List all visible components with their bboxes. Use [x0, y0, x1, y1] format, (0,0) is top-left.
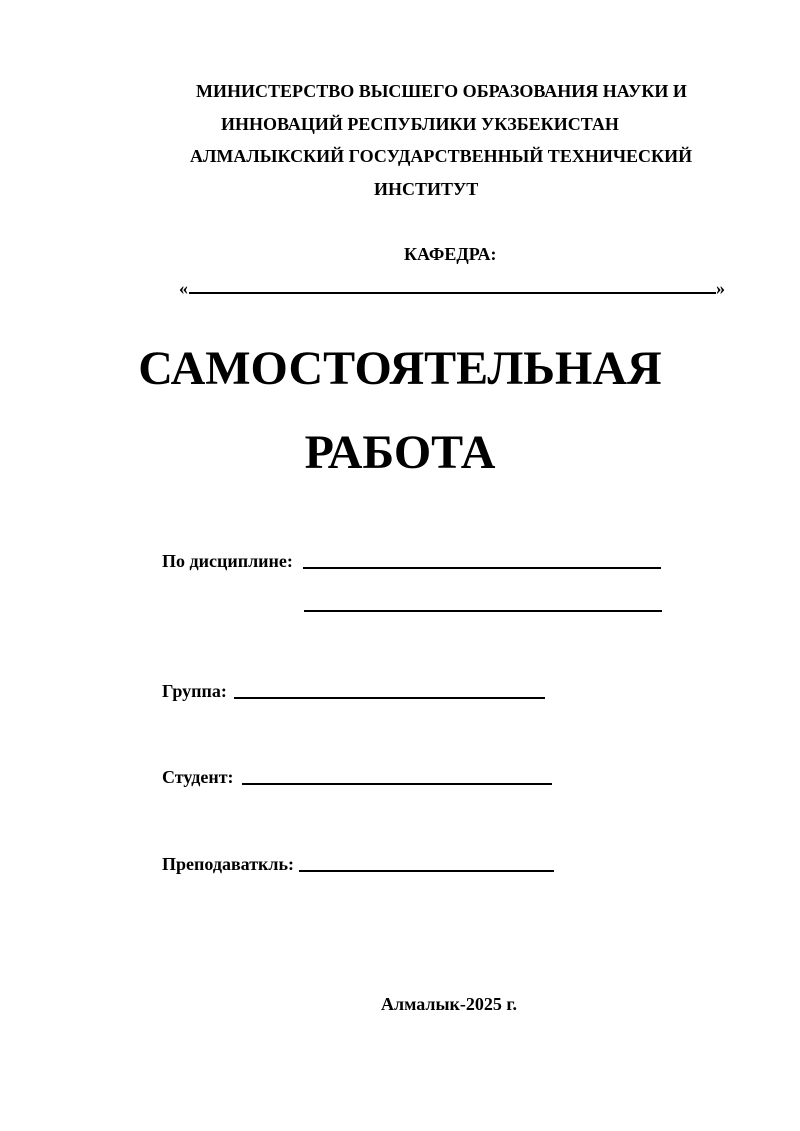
city-year: Алмалык-2025 г. — [381, 994, 518, 1014]
document-title-line-2: РАБОТА — [304, 426, 496, 479]
discipline-blank-line-1 — [303, 567, 661, 569]
department-close-quote: » — [716, 278, 725, 298]
discipline-label: По дисциплине: — [162, 551, 293, 571]
ministry-line-1: МИНИСТЕРСТВО ВЫСШЕГО ОБРАЗОВАНИЯ НАУКИ И — [196, 81, 687, 101]
document-title-line-1: САМОСТОЯТЕЛЬНАЯ — [138, 342, 662, 395]
ministry-line-2: ИННОВАЦИЙ РЕСПУБЛИКИ УКЗБЕКИСТАН — [221, 114, 619, 134]
student-label: Студент: — [162, 767, 234, 787]
discipline-blank-line-2 — [304, 610, 662, 612]
group-label: Группа: — [162, 681, 227, 701]
department-blank-line — [189, 292, 716, 294]
department-open-quote: « — [179, 278, 188, 298]
institute-line-1: АЛМАЛЫКСКИЙ ГОСУДАРСТВЕННЫЙ ТЕХНИЧЕСКИЙ — [190, 146, 693, 166]
department-label: КАФЕДРА: — [404, 244, 497, 264]
teacher-blank-line — [299, 870, 554, 872]
student-blank-line — [242, 783, 552, 785]
teacher-label: Преподаваткль: — [162, 854, 295, 874]
institute-line-2: ИНСТИТУТ — [374, 179, 479, 199]
group-blank-line — [234, 697, 545, 699]
